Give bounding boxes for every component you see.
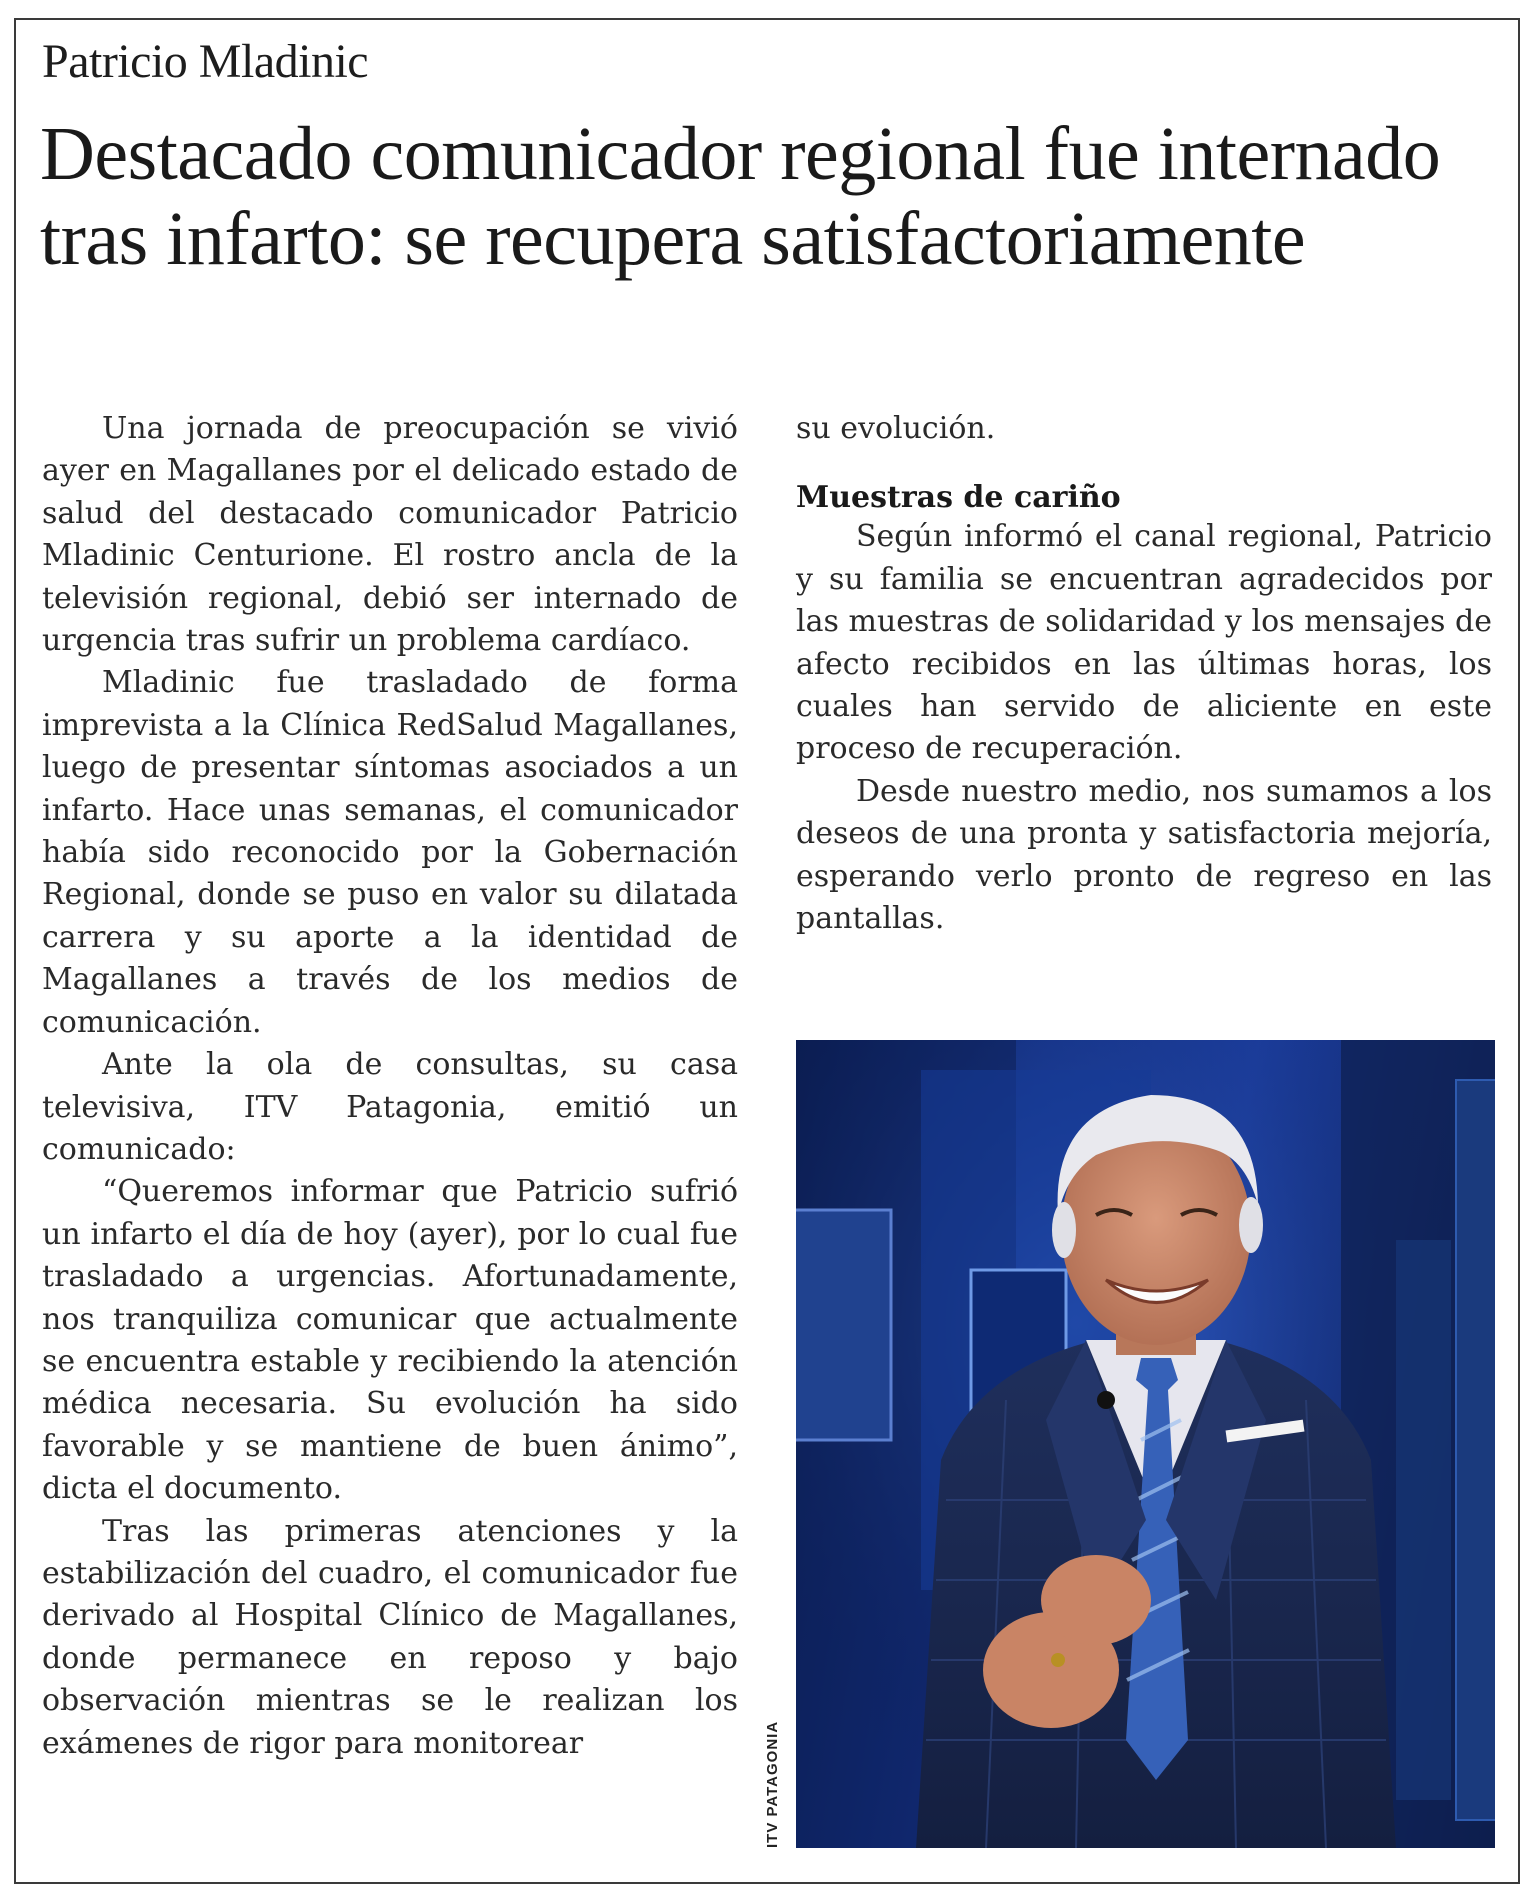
article-kicker: Patricio Mladinic xyxy=(42,35,369,88)
paragraph: Mladinic fue trasladado de forma imprevista a la Clínica RedSalud Magallanes, luego de presentar síntomas asociados a un infarto. Hace unas semanas, el comunicador había sido reconocido por la Gobernación Regional, donde se puso en valor su dilatada carrera y su aporte a la identidad de Magallanes a través de los medios de comunicación. xyxy=(42,665,738,1040)
article-photo xyxy=(796,1040,1495,1848)
paragraph: Una jornada de preocupación se vivió ayer en Magallanes por el delicado estado de salud del destacado comunicador Patricio Mladinic Centurione. El rostro ancla de la televisión regional, debió ser internado de urgencia tras sufrir un problema cardíaco. xyxy=(42,411,738,659)
article-headline: Destacado comunicador regional fue internado tras infarto: se recupera satisfactoriamente xyxy=(40,112,1441,281)
paragraph: Según informó el canal regional, Patricio y su familia se encuentran agradecidos por las muestras de solidaridad y los mensajes de afecto recibidos en las últimas horas, los cuales han servido de aliciente en este proceso de recuperación. xyxy=(796,519,1492,767)
paragraph: Tras las primeras atenciones y la estabilización del cuadro, el comunicador fue derivado al Hospital Clínico de Magallanes, donde permanece en reposo y bajo observación mientras se le realizan los exámenes de rigor para monitorear xyxy=(42,1513,738,1761)
article-column-right xyxy=(796,408,1492,940)
section-subhead: Muestras de cariño xyxy=(796,480,1121,516)
article-column-left xyxy=(42,408,738,1765)
paragraph-continuation: su evolución. xyxy=(796,411,996,446)
paragraph: Ante la ola de consultas, su casa televisiva, ITV Patagonia, emitió un comunicado: xyxy=(42,1047,738,1167)
paragraph: Desde nuestro medio, nos sumamos a los deseos de una pronta y satisfactoria mejoría, esperando verlo pronto de regreso en las pantallas. xyxy=(796,773,1492,937)
presenter-photo-illustration xyxy=(796,1040,1495,1848)
quote-paragraph: “Queremos informar que Patricio sufrió un infarto el día de hoy (ayer), por lo cual fue trasladado a urgencias. Afortunadamente, nos tranquiliza comunicar que actualmente se encuentra estable y recibiendo la atención médica necesaria. Su evolución ha sido favorable y se mantiene de buen ánimo”, dicta el documento. xyxy=(42,1174,738,1507)
photo-credit: ITV PATAGONIA xyxy=(764,1720,781,1848)
